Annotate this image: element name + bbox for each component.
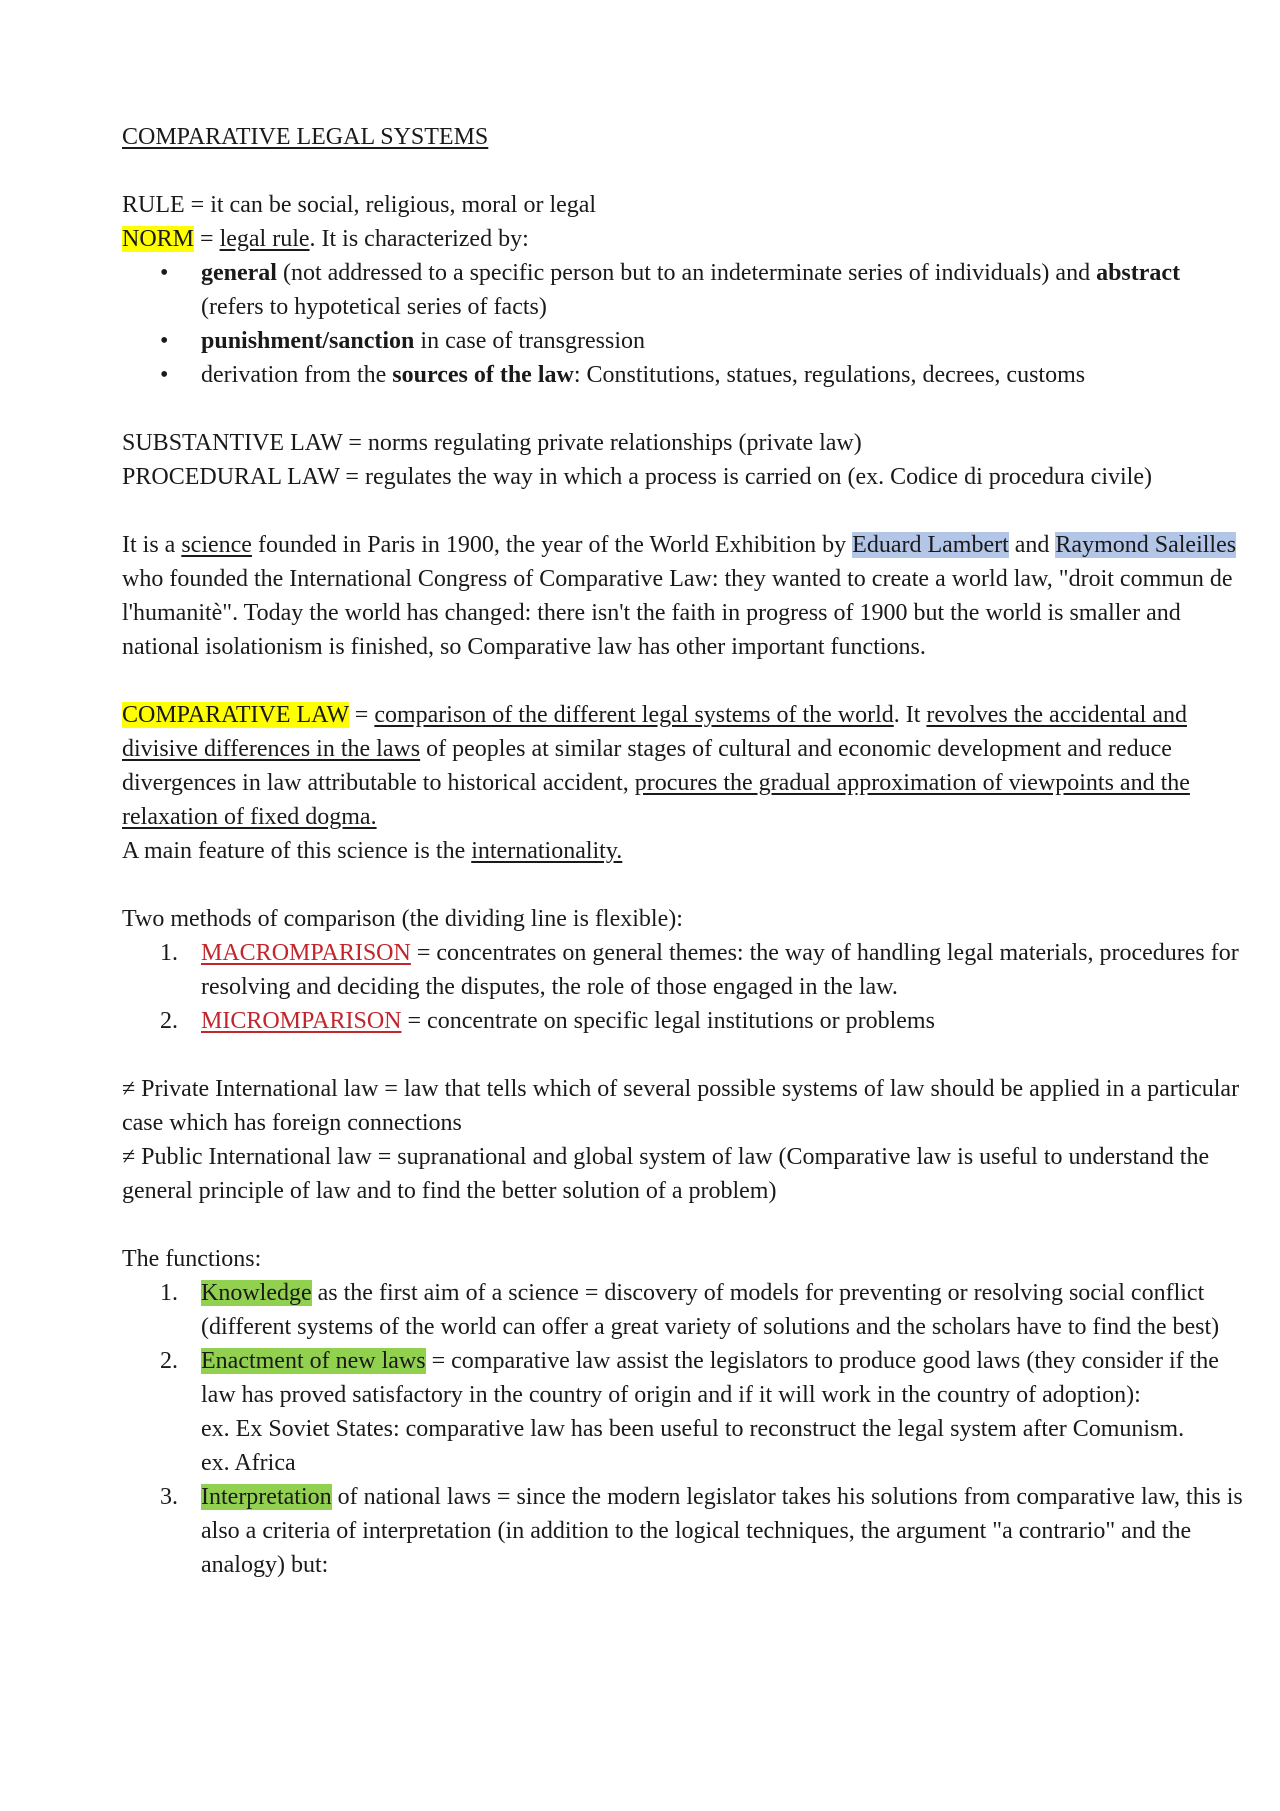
feature-text: A main feature of this science is the: [122, 838, 472, 864]
history-text: founded in Paris in 1900, the year of the World Exhibition by: [251, 532, 853, 558]
bullet-text: (not addressed to a specific person but to an indeterminate series of individuals) and: [276, 260, 1097, 286]
function-term: Enactment of new laws: [201, 1348, 426, 1374]
spacer: [122, 1038, 1247, 1072]
comparative-u1: comparison of the different legal systems of the world: [374, 702, 894, 728]
norm-definition: [122, 222, 1247, 256]
methods-intro: Two methods of comparison (the dividing line is flexible):: [122, 906, 683, 932]
macrocomparison-term: MACROMPARISON: [201, 940, 411, 966]
bullet-text: (refers to hypotetical series of facts): [201, 294, 547, 320]
function-text: as the first aim of a science = discovery of models for preventing or resolving social conflict (different systems of the world can offer a great variety of solutions and the scholars have to find the best): [201, 1280, 1220, 1340]
main-feature: [122, 834, 1247, 868]
function-item-interpretation: [122, 1480, 1247, 1582]
function-example: ex. Africa: [201, 1450, 296, 1476]
microcomparison-term: MICROMPARISON: [201, 1008, 402, 1034]
feature-internationality: internationality.: [471, 838, 623, 864]
bold-general: general: [201, 260, 277, 286]
function-item-enactment: [122, 1344, 1247, 1412]
comparative-law-definition: [122, 698, 1247, 834]
spacer: [122, 494, 1247, 528]
history-text: who founded the International Congress of Comparative Law: they wanted to create a world law, "droit commun de l'humanitè". Today the world has changed: there isn't the faith in progress of 1900 but the world is smaller and national isolationism is finished, so Comparative law has other important functions.: [122, 566, 1233, 660]
comparative-eq: =: [348, 702, 375, 728]
method-item: [122, 936, 1247, 1004]
comparative-u2: revolves the accidental and divisive differences in the laws: [122, 702, 1187, 762]
norm-rest: . It is characterized by:: [309, 226, 529, 252]
norm-legal-rule: legal rule: [219, 226, 310, 252]
spacer: [122, 1208, 1247, 1242]
norm-bullet-sources: [122, 358, 1247, 392]
private-international-law: ≠ Private International law = law that tells which of several possible systems of law should be applied in a particular case which has foreign connections: [122, 1076, 1240, 1136]
procedural-law: PROCEDURAL LAW = regulates the way in which a process is carried on (ex. Codice di procedura civile): [122, 464, 1152, 490]
function-text: of national laws = since the modern legislator takes his solutions from comparative law, this is also a criteria of interpretation (in addition to the logical techniques, the argument "a contrario" and the analogy) but:: [201, 1484, 1243, 1578]
spacer: [122, 154, 1247, 188]
spacer: [122, 868, 1247, 902]
list-number: 3.: [160, 1484, 178, 1510]
substantive-law: SUBSTANTIVE LAW = norms regulating private relationships (private law): [122, 430, 862, 456]
function-item-knowledge: [122, 1276, 1247, 1344]
comparative-u3: procures the gradual approximation of viewpoints and the relaxation of fixed dogma.: [122, 770, 1190, 830]
function-term: Interpretation: [201, 1484, 332, 1510]
method-def: = concentrate on specific legal institutions or problems: [401, 1008, 935, 1034]
functions-intro: The functions:: [122, 1246, 262, 1272]
spacer: [122, 664, 1247, 698]
norm-bullet-general: [122, 256, 1247, 324]
rule-term: RULE: [122, 192, 185, 218]
comparative-text: . It: [893, 702, 927, 728]
title-text: COMPARATIVE LEGAL SYSTEMS: [122, 124, 489, 150]
spacer: [122, 392, 1247, 426]
bullet-text: derivation from the: [201, 362, 393, 388]
history-paragraph: [122, 528, 1247, 664]
function-example: ex. Ex Soviet States: comparative law has been useful to reconstruct the legal system after Comunism.: [201, 1416, 1185, 1442]
function-text: = comparative law assist the legislators to produce good laws (they consider if the law has proved satisfactory in the country of origin and if it will work in the country of adoption):: [201, 1348, 1219, 1408]
comparative-term: COMPARATIVE LAW: [122, 702, 349, 728]
comparative-text: of peoples at similar stages of cultural and economic development and reduce divergences in law attributable to historical accident,: [122, 736, 1172, 796]
history-text: and: [1008, 532, 1056, 558]
list-number: 1.: [160, 1280, 178, 1306]
bullet-text: in case of transgression: [414, 328, 646, 354]
list-number: 2.: [160, 1348, 178, 1374]
bullet-text: : Constitutions, statues, regulations, decrees, customs: [573, 362, 1086, 388]
method-def: = concentrates on general themes: the way of handling legal materials, procedures for resolving and deciding the disputes, the role of those engaged in the law.: [201, 940, 1239, 1000]
history-science: science: [181, 532, 252, 558]
history-text: It is a: [122, 532, 182, 558]
public-international-law: ≠ Public International law = supranational and global system of law (Comparative law is useful to understand the general principle of law and to find the better solution of a problem): [122, 1144, 1210, 1204]
rule-definition: [122, 188, 1247, 222]
rule-def: = it can be social, religious, moral or legal: [184, 192, 597, 218]
list-number: 2.: [160, 1008, 178, 1034]
document-title: [122, 120, 1247, 154]
name-lambert: Eduard Lambert: [852, 532, 1009, 558]
norm-bullet-punishment: [122, 324, 1247, 358]
name-saleilles: Raymond Saleilles: [1055, 532, 1237, 558]
norm-term: NORM: [122, 226, 195, 252]
function-term: Knowledge: [201, 1280, 312, 1306]
bold-punishment: punishment/sanction: [201, 328, 415, 354]
method-item: [122, 1004, 1247, 1038]
norm-eq: =: [194, 226, 220, 252]
bold-abstract: abstract: [1096, 260, 1181, 286]
bold-sources: sources of the law: [392, 362, 574, 388]
document-body: [122, 120, 1247, 1582]
list-number: 1.: [160, 940, 178, 966]
